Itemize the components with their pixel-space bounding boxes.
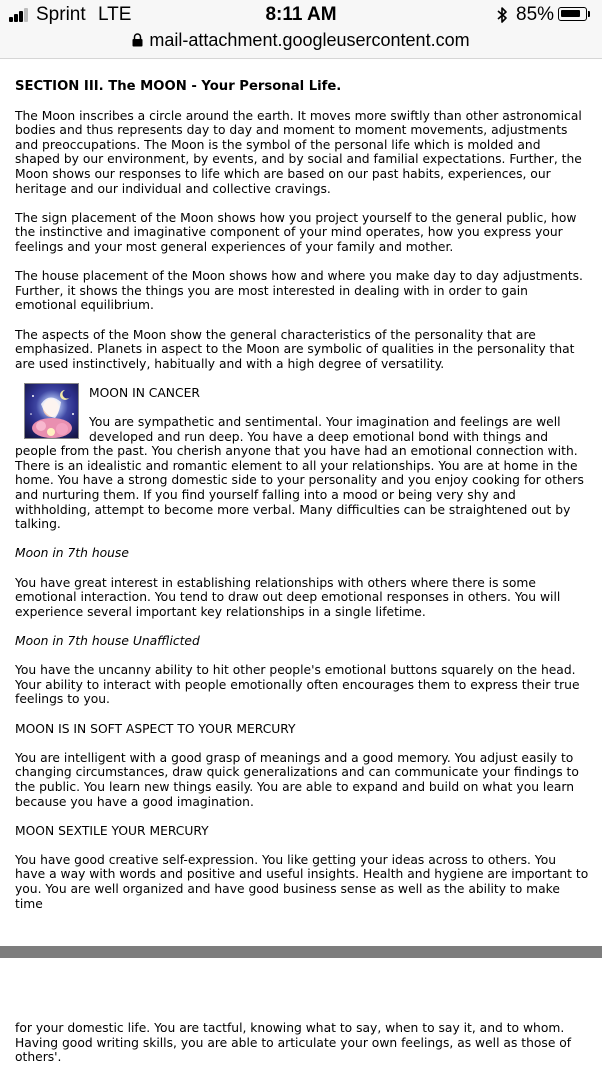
unafflicted-text: You have the uncanny ability to hit other people's emotional buttons squarely on the head. Your ability to interact with people emotionally often encourages them to express their true feelings to you. [15,663,580,707]
paragraph: The sign placement of the Moon shows how you project yourself to the general public, how the instinctive and imaginative component of your mind operates, how you express your feelings and your most general experiences of your family and mother. [15,210,577,254]
document-body [15,80,589,926]
clock: 8:11 AM [265,4,337,25]
network-type: LTE [98,4,132,25]
mercury-soft-heading: MOON IS IN SOFT ASPECT TO YOUR MERCURY [15,721,296,736]
lock-icon [132,33,143,47]
battery-fill [561,10,580,17]
status-bar [0,0,602,30]
moon-sign-section [15,386,589,532]
paragraph: The aspects of the Moon show the general characteristics of the personality that are emphasized. Planets in aspect to the Moon are symbolic of qualities in the personality that are used instinctively, habitually and with a high degree of versatility. [15,327,575,371]
house-text: You have great interest in establishing relationships with others where there is some emotional interaction. You tend to draw out deep emotional responses in others. You will experience several important key relationships in a single lifetime. [15,575,561,619]
mercury-soft-text: You are intelligent with a good grasp of meanings and a good memory. You adjust easily to changing circumstances, draw quick generalizations and can communicate your findings to the public. You learn new things easily. You are able to expand and build on what you learn because you have a good imagination. [15,750,579,809]
bluetooth-icon [496,6,508,24]
house-heading: Moon in 7th house [15,546,129,561]
address-bar[interactable] [0,30,602,59]
unafflicted-heading: Moon in 7th house Unafflicted [15,633,200,648]
carrier-name: Sprint [36,4,86,25]
moon-sign-text-indented: You are sympathetic and sentimental. Your imagination and feelings are well developed and run deep. You have a deep emotional bond with things and [89,415,561,444]
document-body-page-2 [15,1021,589,1065]
continued-text: for your domestic life. You are tactful, knowing what to say, when to say it, and to whom. Having good writing skills, you are able to articulate your own feelings, as well as those of others'. [15,1021,572,1065]
page-divider [0,946,602,958]
battery-icon [558,7,587,21]
moon-sign-heading: MOON IN CANCER [89,385,200,400]
sextile-heading: MOON SEXTILE YOUR MERCURY [15,823,209,838]
paragraph: The house placement of the Moon shows how and where you make day to day adjustments. Further, it shows the things you are most interested in dealing with in order to gain emotional equilibrium. [15,269,583,313]
url-display[interactable] [0,30,602,50]
url-text: mail-attachment.googleusercontent.com [149,30,470,50]
paragraph: The Moon inscribes a circle around the earth. It moves more swiftly than other astronomical bodies and thus represents day to day and moment to moment movements, adjustments and preoccupations. The Moon is the symbol of the personal life which is molded and shaped by our environment, by events, and by social and familial expectations. Further, the Moon shows our responses to life which are based on our past habits, experiences, our heritage and our individual and collective cravings. [15,108,582,196]
moon-illustration [24,383,79,439]
battery-tip [588,11,590,17]
sextile-text: You have good creative self-expression. You like getting your ideas across to others. You have a way with words and positive and useful insights. Health and hygiene are important to you. You are well organized and have good business sense as well as the ability to make time [15,852,589,911]
section-title: SECTION III. The MOON - Your Personal Life. [15,79,342,94]
battery-percent: 85% [516,4,555,25]
moon-sign-text: people from the past. You cherish anyone that you have had an emotional connection with. There is an idealistic and romantic element to all your relationships. You are at home in the home. You have a strong domestic side to your personality and you enjoy cooking for others and nurturing them. If you find yourself falling into a mood or being very shy and withholding, attempt to become more verbal. Many difficulties can be straightened out by talking. [15,444,584,532]
